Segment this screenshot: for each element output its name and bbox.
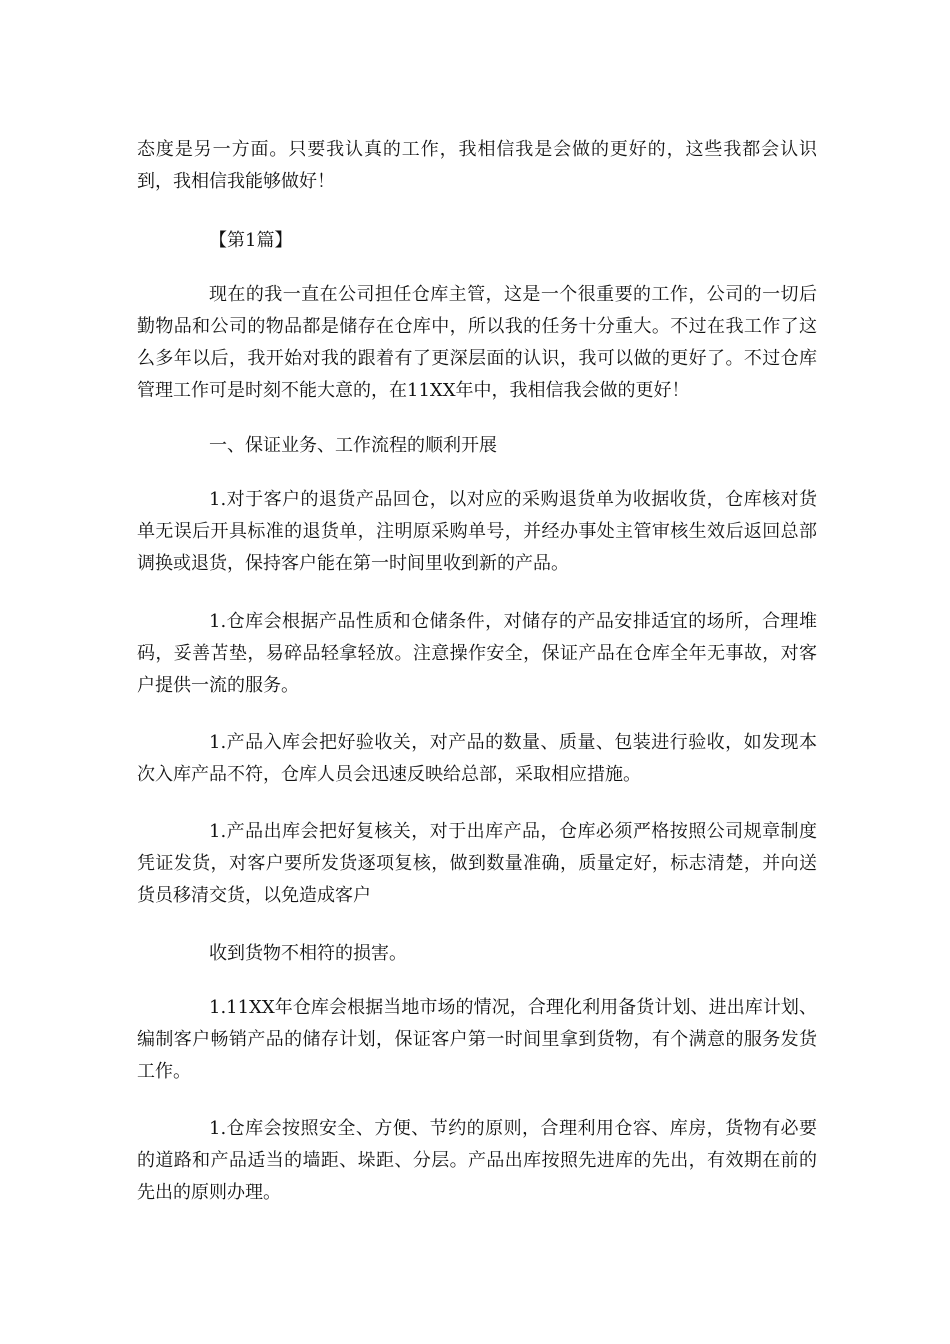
paragraph-planning: 1.11XX年仓库会根据当地市场的情况，合理化利用备货计划、进出库计划、编制客户畅销产品的储存计划，保证客户第一时间里拿到货物，有个满意的服务发货工作。 [137, 997, 817, 1082]
section-heading-part-1: 【第1篇】 [209, 230, 293, 251]
paragraph-intro-continuation: 态度是另一方面。只要我认真的工作，我相信我是会做的更好的，这些我都会认识到，我相信我能够做好！ [137, 139, 817, 192]
paragraph-warehouse-intro: 现在的我一直在公司担任仓库主管，这是一个很重要的工作，公司的一切后勤物品和公司的物品都是储存在仓库中，所以我的任务十分重大。不过在我工作了这么多年以后，我开始对我的跟着有了更深层面的认识，我可以做的更好了。不过仓库管理工作可是时刻不能大意的，在11XX年中，我相信我会做的更好！ [137, 284, 817, 401]
paragraph-outbound: 1.产品出库会把好复核关，对于出库产品，仓库必须严格按照公司规章制度凭证发货，对客户要所发货逐项复核，做到数量准确，质量定好，标志清楚，并向送货员移清交货，以免造成客户 [137, 821, 817, 906]
paragraph-safety-principles: 1.仓库会按照安全、方便、节约的原则，合理利用仓容、库房，货物有必要的道路和产品适当的墙距、垛距、分层。产品出库按照先进库的先出，有效期在前的先出的原则办理。 [137, 1118, 817, 1203]
paragraph-outbound-continuation: 收到货物不相符的损害。 [209, 943, 407, 964]
paragraph-returns: 1.对于客户的退货产品回仓，以对应的采购退货单为收据收货，仓库核对货单无误后开具标准的退货单，注明原采购单号，并经办事处主管审核生效后返回总部调换或退货，保持客户能在第一时间里收到新的产品。 [137, 489, 817, 574]
subheading-workflow: 一、保证业务、工作流程的顺利开展 [209, 435, 497, 456]
paragraph-inbound: 1.产品入库会把好验收关，对产品的数量、质量、包装进行验收，如发现本次入库产品不符，仓库人员会迅速反映给总部，采取相应措施。 [137, 732, 817, 785]
paragraph-storage: 1.仓库会根据产品性质和仓储条件，对储存的产品安排适宜的场所，合理堆码，妥善苫垫，易碎品轻拿轻放。注意操作安全，保证产品在仓库全年无事故，对客户提供一流的服务。 [137, 611, 817, 696]
